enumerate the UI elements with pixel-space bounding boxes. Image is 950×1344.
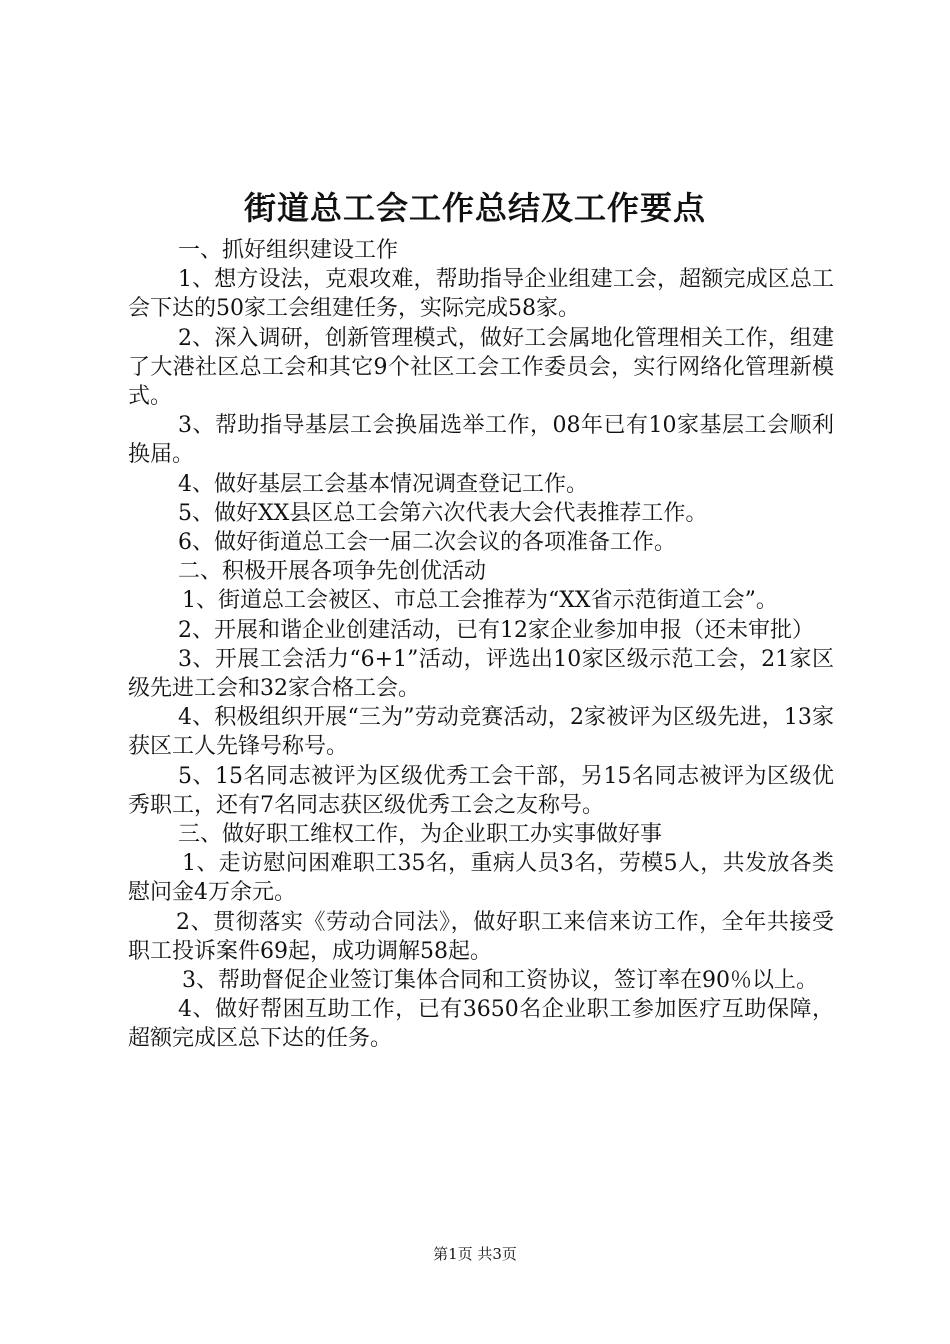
paragraph-2-2: 2、开展和谐企业创建活动，已有12家企业参加申报（还未审批）	[178, 617, 814, 643]
paragraph-3-2: 2、贯彻落实《劳动合同法》，做好职工来信来访工作，全年共接受职工投诉案件69起，成功调解58起。	[128, 909, 834, 964]
paragraph-2-3: 3、开展工会活力“6+1”活动，评选出10家区级示范工会，21家区级先进工会和32家合格工会。	[128, 646, 834, 702]
paragraph-3-3: 3、帮助督促企业签订集体合同和工资协议，签订率在90％以上。	[182, 968, 818, 994]
paragraph-1-4: 4、做好基层工会基本情况调查登记工作。	[178, 471, 588, 497]
section-heading-3: 三、做好职工维权工作，为企业职工办实事做好事	[178, 822, 663, 848]
paragraph-1-1: 1、想方设法，克艰攻难，帮助指导企业组建工会，超额完成区总工会下达的50家工会组建任务，实际完成58家。	[128, 267, 834, 322]
paragraph-1-3: 3、帮助指导基层工会换届选举工作，08年已有10家基层工会顺利换届。	[128, 413, 834, 468]
paragraph-1-2: 2、深入调研，创新管理模式，做好工会属地化管理相关工作，组建了大港社区总工会和其它9个社区工会工作委员会，实行网络化管理新模式。	[128, 325, 834, 410]
section-heading-2: 二、积极开展各项争先创优活动	[178, 559, 487, 585]
paragraph-2-5: 5、15名同志被评为区级优秀工会干部，另15名同志被评为区级优秀职工，还有7名同志获区级优秀工会之友称号。	[128, 763, 834, 818]
section-heading-1: 一、抓好组织建设工作	[178, 238, 399, 263]
paragraph-1-5: 5、做好XX县区总工会第六次代表大会代表推荐工作。	[178, 500, 708, 526]
paragraph-2-1: 1、街道总工会被区、市总工会推荐为“XX省示范街道工会”。	[182, 588, 778, 614]
document-body	[128, 236, 834, 1054]
paragraph-3-4: 4、做好帮困互助工作，已有3650名企业职工参加医疗互助保障，超额完成区总下达的任务。	[128, 997, 834, 1052]
paragraph-2-4: 4、积极组织开展“三为”劳动竞赛活动，2家被评为区级先进，13家获区工人先锋号称号。	[128, 705, 835, 760]
paragraph-1-6: 6、做好街道总工会一届二次会议的各项准备工作。	[178, 530, 676, 556]
document-title: 街道总工会工作总结及工作要点	[243, 189, 706, 227]
paragraph-3-1: 1、走访慰问困难职工35名，重病人员3名，劳模5人，共发放各类慰问金4万余元。	[128, 851, 834, 906]
page-number-footer: 第1页 共3页	[433, 1245, 517, 1263]
